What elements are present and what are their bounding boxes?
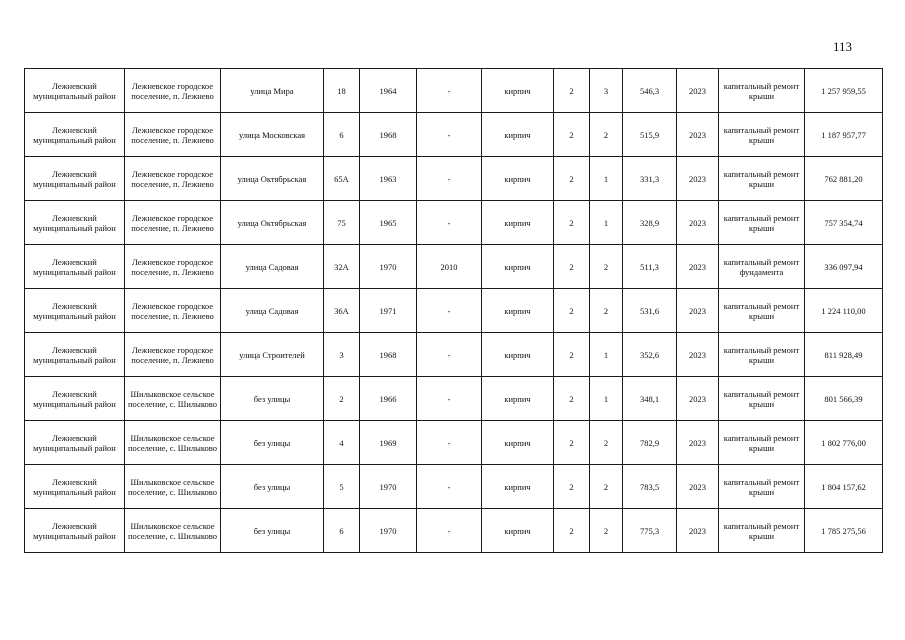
cell-floors: 2 bbox=[554, 509, 590, 553]
cell-entrances: 2 bbox=[590, 509, 623, 553]
cell-year-reconstructed: - bbox=[417, 201, 482, 245]
cell-year-built: 1970 bbox=[360, 509, 417, 553]
cell-cost: 801 566,39 bbox=[805, 377, 883, 421]
cell-entrances: 2 bbox=[590, 289, 623, 333]
cell-floors: 2 bbox=[554, 113, 590, 157]
cell-area: 352,6 bbox=[623, 333, 677, 377]
cell-wall-material: кирпич bbox=[482, 157, 554, 201]
cell-wall-material: кирпич bbox=[482, 245, 554, 289]
cell-settlement: Лежневское городское поселение, п. Лежнево bbox=[125, 113, 221, 157]
cell-work-type: капитальный ремонт крыши bbox=[719, 509, 805, 553]
cell-work-type: капитальный ремонт крыши bbox=[719, 113, 805, 157]
cell-year-reconstructed: - bbox=[417, 157, 482, 201]
cell-year-built: 1965 bbox=[360, 201, 417, 245]
cell-work-type: капитальный ремонт крыши bbox=[719, 201, 805, 245]
cell-house-number: 3 bbox=[324, 333, 360, 377]
cell-floors: 2 bbox=[554, 157, 590, 201]
table-row bbox=[25, 377, 883, 421]
cell-settlement: Шилыковское сельское поселение, с. Шилыково bbox=[125, 465, 221, 509]
cell-year-reconstructed: 2010 bbox=[417, 245, 482, 289]
cell-planned-year: 2023 bbox=[677, 509, 719, 553]
cell-entrances: 1 bbox=[590, 333, 623, 377]
cell-house-number: 32А bbox=[324, 245, 360, 289]
cell-wall-material: кирпич bbox=[482, 289, 554, 333]
cell-district: Лежневский муниципальный район bbox=[25, 157, 125, 201]
table-row bbox=[25, 465, 883, 509]
cell-year-reconstructed: - bbox=[417, 509, 482, 553]
cell-district: Лежневский муниципальный район bbox=[25, 421, 125, 465]
cell-floors: 2 bbox=[554, 377, 590, 421]
cell-year-built: 1970 bbox=[360, 245, 417, 289]
cell-cost: 1 224 110,00 bbox=[805, 289, 883, 333]
cell-district: Лежневский муниципальный район bbox=[25, 289, 125, 333]
table-row bbox=[25, 289, 883, 333]
cell-street: без улицы bbox=[221, 509, 324, 553]
cell-floors: 2 bbox=[554, 201, 590, 245]
cell-wall-material: кирпич bbox=[482, 113, 554, 157]
cell-settlement: Шилыковское сельское поселение, с. Шилыково bbox=[125, 509, 221, 553]
cell-wall-material: кирпич bbox=[482, 69, 554, 113]
cell-year-built: 1969 bbox=[360, 421, 417, 465]
cell-work-type: капитальный ремонт крыши bbox=[719, 69, 805, 113]
cell-area: 546,3 bbox=[623, 69, 677, 113]
cell-cost: 762 881,20 bbox=[805, 157, 883, 201]
cell-house-number: 18 bbox=[324, 69, 360, 113]
cell-settlement: Лежневское городское поселение, п. Лежнево bbox=[125, 69, 221, 113]
cell-cost: 1 785 275,56 bbox=[805, 509, 883, 553]
cell-cost: 1 804 157,62 bbox=[805, 465, 883, 509]
cell-year-reconstructed: - bbox=[417, 69, 482, 113]
cell-house-number: 2 bbox=[324, 377, 360, 421]
cell-work-type: капитальный ремонт фундамента bbox=[719, 245, 805, 289]
cell-year-reconstructed: - bbox=[417, 113, 482, 157]
cell-work-type: капитальный ремонт крыши bbox=[719, 421, 805, 465]
cell-wall-material: кирпич bbox=[482, 509, 554, 553]
cell-district: Лежневский муниципальный район bbox=[25, 333, 125, 377]
cell-planned-year: 2023 bbox=[677, 421, 719, 465]
cell-floors: 2 bbox=[554, 333, 590, 377]
cell-planned-year: 2023 bbox=[677, 289, 719, 333]
table-row bbox=[25, 157, 883, 201]
cell-entrances: 2 bbox=[590, 113, 623, 157]
cell-floors: 2 bbox=[554, 465, 590, 509]
cell-floors: 2 bbox=[554, 245, 590, 289]
cell-street: улица Садовая bbox=[221, 289, 324, 333]
cell-cost: 1 187 957,77 bbox=[805, 113, 883, 157]
cell-area: 515,9 bbox=[623, 113, 677, 157]
cell-area: 331,3 bbox=[623, 157, 677, 201]
table-row bbox=[25, 509, 883, 553]
cell-area: 782,9 bbox=[623, 421, 677, 465]
cell-work-type: капитальный ремонт крыши bbox=[719, 333, 805, 377]
cell-entrances: 1 bbox=[590, 201, 623, 245]
cell-floors: 2 bbox=[554, 421, 590, 465]
cell-planned-year: 2023 bbox=[677, 245, 719, 289]
cell-settlement: Шилыковское сельское поселение, с. Шилыково bbox=[125, 377, 221, 421]
table-row bbox=[25, 69, 883, 113]
cell-area: 783,5 bbox=[623, 465, 677, 509]
cell-street: без улицы bbox=[221, 421, 324, 465]
cell-work-type: капитальный ремонт крыши bbox=[719, 289, 805, 333]
cell-year-built: 1964 bbox=[360, 69, 417, 113]
table-row bbox=[25, 333, 883, 377]
page-number: 113 bbox=[832, 39, 852, 54]
cell-entrances: 2 bbox=[590, 245, 623, 289]
cell-house-number: 6 bbox=[324, 509, 360, 553]
cell-work-type: капитальный ремонт крыши bbox=[719, 465, 805, 509]
cell-planned-year: 2023 bbox=[677, 113, 719, 157]
cell-street: без улицы bbox=[221, 465, 324, 509]
cell-area: 348,1 bbox=[623, 377, 677, 421]
table-row bbox=[25, 113, 883, 157]
cell-entrances: 3 bbox=[590, 69, 623, 113]
cell-cost: 336 097,94 bbox=[805, 245, 883, 289]
cell-house-number: 65А bbox=[324, 157, 360, 201]
cell-year-built: 1963 bbox=[360, 157, 417, 201]
cell-settlement: Шилыковское сельское поселение, с. Шилыково bbox=[125, 421, 221, 465]
cell-cost: 811 928,49 bbox=[805, 333, 883, 377]
cell-settlement: Лежневское городское поселение, п. Лежнево bbox=[125, 201, 221, 245]
cell-planned-year: 2023 bbox=[677, 69, 719, 113]
cell-wall-material: кирпич bbox=[482, 421, 554, 465]
cell-area: 531,6 bbox=[623, 289, 677, 333]
cell-planned-year: 2023 bbox=[677, 377, 719, 421]
cell-year-reconstructed: - bbox=[417, 377, 482, 421]
cell-year-reconstructed: - bbox=[417, 333, 482, 377]
cell-work-type: капитальный ремонт крыши bbox=[719, 377, 805, 421]
cell-year-built: 1968 bbox=[360, 113, 417, 157]
cell-year-reconstructed: - bbox=[417, 421, 482, 465]
cell-wall-material: кирпич bbox=[482, 201, 554, 245]
cell-planned-year: 2023 bbox=[677, 333, 719, 377]
cell-house-number: 6 bbox=[324, 113, 360, 157]
cell-street: улица Садовая bbox=[221, 245, 324, 289]
cell-wall-material: кирпич bbox=[482, 465, 554, 509]
cell-year-built: 1971 bbox=[360, 289, 417, 333]
cell-district: Лежневский муниципальный район bbox=[25, 377, 125, 421]
housing-repair-table bbox=[24, 68, 883, 553]
cell-floors: 2 bbox=[554, 289, 590, 333]
cell-settlement: Лежневское городское поселение, п. Лежнево bbox=[125, 157, 221, 201]
cell-house-number: 75 bbox=[324, 201, 360, 245]
cell-floors: 2 bbox=[554, 69, 590, 113]
cell-planned-year: 2023 bbox=[677, 201, 719, 245]
cell-street: улица Октябрьская bbox=[221, 157, 324, 201]
cell-year-built: 1968 bbox=[360, 333, 417, 377]
cell-house-number: 5 bbox=[324, 465, 360, 509]
cell-year-built: 1970 bbox=[360, 465, 417, 509]
cell-house-number: 4 bbox=[324, 421, 360, 465]
cell-district: Лежневский муниципальный район bbox=[25, 245, 125, 289]
cell-work-type: капитальный ремонт крыши bbox=[719, 157, 805, 201]
cell-year-reconstructed: - bbox=[417, 465, 482, 509]
cell-cost: 1 257 959,55 bbox=[805, 69, 883, 113]
cell-street: улица Московская bbox=[221, 113, 324, 157]
cell-house-number: 36А bbox=[324, 289, 360, 333]
cell-cost: 757 354,74 bbox=[805, 201, 883, 245]
cell-area: 328,9 bbox=[623, 201, 677, 245]
cell-street: без улицы bbox=[221, 377, 324, 421]
cell-entrances: 1 bbox=[590, 157, 623, 201]
cell-area: 511,3 bbox=[623, 245, 677, 289]
cell-area: 775,3 bbox=[623, 509, 677, 553]
cell-wall-material: кирпич bbox=[482, 333, 554, 377]
cell-district: Лежневский муниципальный район bbox=[25, 509, 125, 553]
table-row bbox=[25, 245, 883, 289]
cell-year-built: 1966 bbox=[360, 377, 417, 421]
cell-street: улица Мира bbox=[221, 69, 324, 113]
cell-street: улица Строителей bbox=[221, 333, 324, 377]
cell-entrances: 2 bbox=[590, 421, 623, 465]
cell-wall-material: кирпич bbox=[482, 377, 554, 421]
cell-district: Лежневский муниципальный район bbox=[25, 113, 125, 157]
table-row bbox=[25, 421, 883, 465]
cell-settlement: Лежневское городское поселение, п. Лежнево bbox=[125, 289, 221, 333]
cell-planned-year: 2023 bbox=[677, 465, 719, 509]
cell-district: Лежневский муниципальный район bbox=[25, 69, 125, 113]
cell-cost: 1 802 776,00 bbox=[805, 421, 883, 465]
cell-planned-year: 2023 bbox=[677, 157, 719, 201]
cell-street: улица Октябрьская bbox=[221, 201, 324, 245]
cell-entrances: 2 bbox=[590, 465, 623, 509]
cell-settlement: Лежневское городское поселение, п. Лежнево bbox=[125, 245, 221, 289]
cell-district: Лежневский муниципальный район bbox=[25, 201, 125, 245]
cell-settlement: Лежневское городское поселение, п. Лежнево bbox=[125, 333, 221, 377]
table-row bbox=[25, 201, 883, 245]
cell-entrances: 1 bbox=[590, 377, 623, 421]
cell-year-reconstructed: - bbox=[417, 289, 482, 333]
cell-district: Лежневский муниципальный район bbox=[25, 465, 125, 509]
